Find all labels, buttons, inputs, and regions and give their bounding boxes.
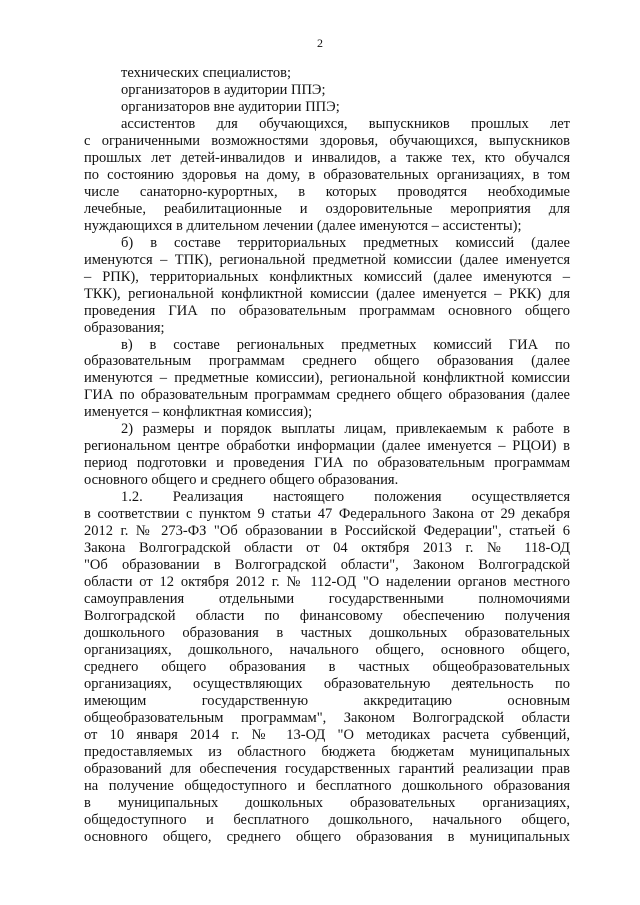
text-line: имеющим государственную аккредитацию основным <box>84 692 570 709</box>
text-line: именуется – конфликтная комиссия); <box>84 404 313 421</box>
text-line: Закона Волгоградской области от 04 октября 2013 г. № 118-ОД <box>84 540 570 557</box>
text-line: региональном центре обработки информации (далее именуется – РЦОИ) в <box>84 438 570 455</box>
text-line: на получение общедоступного и бесплатного дошкольного образования <box>84 777 570 794</box>
text-line: среднего общего образования в частных общеобразовательных <box>84 658 570 675</box>
text-line: организациях, дошкольного, начального общего, основного общего, <box>84 641 570 658</box>
text-line: образования; <box>84 319 165 336</box>
text-line: по состоянию здоровья на дому, в образовательных организациях, в том <box>84 166 570 183</box>
text-line: числе санаторно-курортных, в которых проводятся необходимые <box>84 183 570 200</box>
text-line: организаторов вне аудитории ППЭ; <box>121 98 340 115</box>
text-line: с ограниченными возможностями здоровья, обучающихся, выпускников <box>84 132 570 149</box>
text-line: период подготовки и проведения ГИА по образовательным программам <box>84 455 570 472</box>
text-line: организаторов в аудитории ППЭ; <box>121 81 326 98</box>
text-line: лечебные, реабилитационные и оздоровительные мероприятия для <box>84 200 570 217</box>
text-line: общедоступного и бесплатного дошкольного, начального общего, <box>84 811 570 828</box>
text-line: в) в составе региональных предметных комиссий ГИА по <box>121 336 570 353</box>
text-line: проведения ГИА по образовательным программам основного общего <box>84 302 570 319</box>
text-line: именуются – предметные комиссии), региональной конфликтной комиссии <box>84 370 570 387</box>
text-line: организациях, осуществляющих образовательную деятельность по <box>84 675 570 692</box>
text-line: основного общего и среднего общего образования. <box>84 472 399 489</box>
text-line: б) в составе территориальных предметных комиссий (далее <box>121 234 570 251</box>
text-line: основного общего, среднего общего образования в муниципальных <box>84 828 570 845</box>
text-line: нуждающихся в длительном лечении (далее именуются – ассистенты); <box>84 217 522 234</box>
text-line: "Об образовании в Волгоградской области", Законом Волгоградской <box>84 557 570 574</box>
text-line: дошкольного образования в частных дошкольных образовательных <box>84 624 570 641</box>
text-line: ТКК), региональной конфликтной комиссии (далее именуется – РКК) для <box>84 285 570 302</box>
text-line: общеобразовательным программам", Законом Волгоградской области <box>84 709 570 726</box>
text-line: ГИА по образовательным программам среднего общего образования (далее <box>84 387 570 404</box>
text-line: 1.2. Реализация настоящего положения осуществляется <box>121 489 570 506</box>
text-line: прошлых лет детей-инвалидов и инвалидов, а также тех, кто обучался <box>84 149 570 166</box>
text-line: технических специалистов; <box>121 65 291 81</box>
text-line: предоставляемых из областного бюджета бюджетам муниципальных <box>84 743 570 760</box>
text-line: 2012 г. № 273-ФЗ "Об образовании в Российской Федерации", статьей 6 <box>84 523 570 540</box>
text-line: самоуправления отдельными государственными полномочиями <box>84 591 570 608</box>
page-number: 2 <box>317 36 323 50</box>
document-body <box>84 65 570 846</box>
text-line: области от 12 октября 2012 г. № 112-ОД "О наделении органов местного <box>84 574 570 591</box>
text-line: именуются – ТПК), региональной предметной комиссии (далее именуется <box>84 251 570 268</box>
text-line: образований для обеспечения государственных гарантий реализации прав <box>84 760 570 777</box>
text-line: ассистентов для обучающихся, выпускников прошлых лет <box>121 115 570 132</box>
text-line: – РПК), территориальных конфликтных комиссий (далее именуются – <box>84 268 570 285</box>
text-line: в муниципальных дошкольных образовательных организациях, <box>84 794 570 811</box>
text-line: от 10 января 2014 г. № 13-ОД "О методиках расчета субвенций, <box>84 726 570 743</box>
text-line: 2) размеры и порядок выплаты лицам, привлекаемым к работе в <box>121 421 570 438</box>
text-line: Волгоградской области по финансовому обеспечению получения <box>84 608 570 624</box>
text-line: в соответствии с пунктом 9 статьи 47 Федерального Закона от 29 декабря <box>84 506 570 523</box>
text-line: образовательным программам среднего общего образования (далее <box>84 353 570 370</box>
